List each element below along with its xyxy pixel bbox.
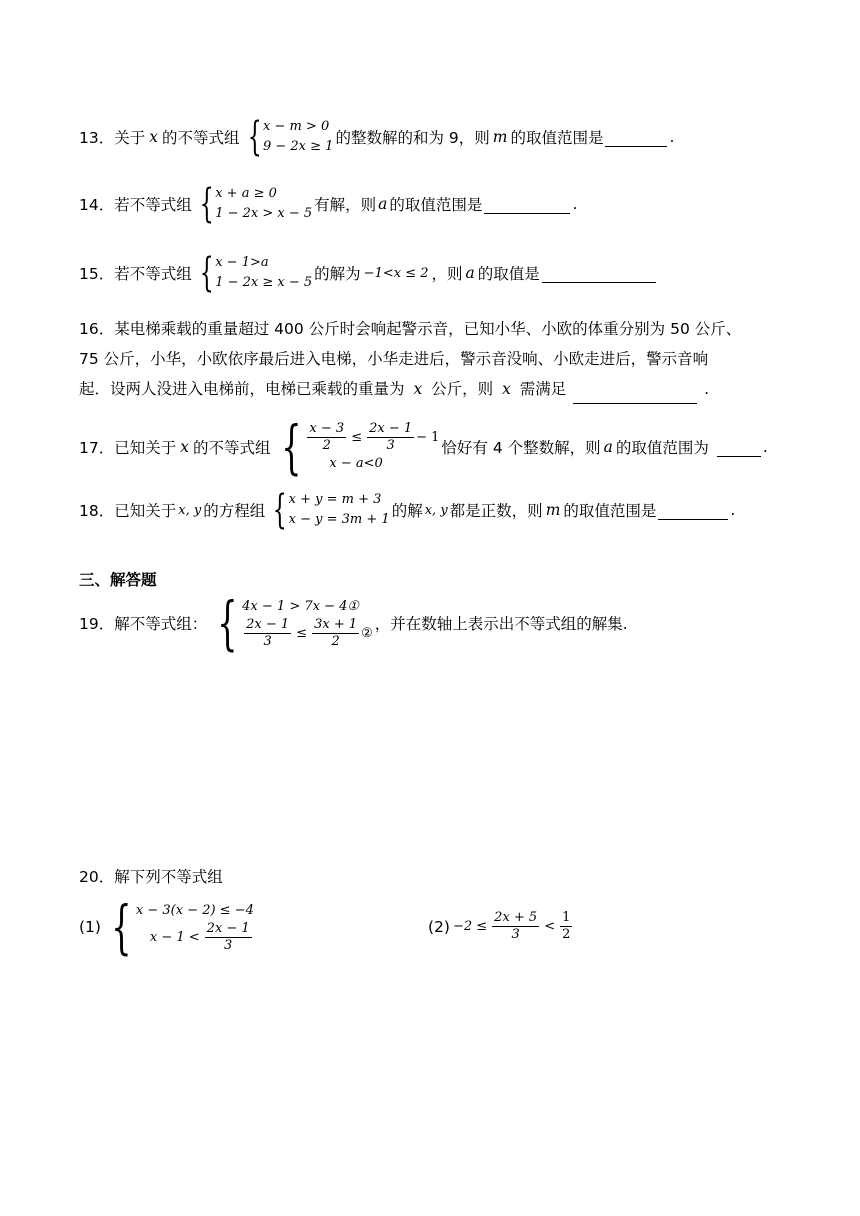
brace-icon: { (280, 413, 302, 481)
question-20-part2: (2) −2 ≤ $\frac{2x + 5}{3}$ < $\frac{1}{2}$ (428, 910, 571, 942)
question-16: 16．某电梯乘载的重量超过 400 公斤时会响起警示音，已知小华、小欧的体重分别为 50 公斤、 75 公斤，小华，小欧依序最后进入电梯，小华走进后，警示音没响、小欧走进后，警示音响 起．设两人没进入电梯前，电梯已乘载的重量为 x 公斤，则 x 需满足 . (79, 314, 789, 404)
answer-blank[interactable] (717, 438, 761, 457)
question-20-part1: (1) { x − 3(x − 2) ≤ −4 x − 1 < $\frac{2x - 1}{3}$ (79, 893, 254, 961)
question-19: 19． 解不等式组： { 4x − 1 > 7x − 4① $\frac{2x - 1}{3}$ ≤ $\frac{3x + 1}{2}$ ② ，并在数轴上表示出不等式组的解集. (79, 589, 628, 657)
question-13: 13． 关于 x 的不等式组 { x − m > 0 9 − 2x ≥ 1 的整数解的和为 9，则 m 的取值范围是 . (79, 114, 675, 160)
q15-system: { x − 1>a 1 − 2x ≥ x − 5 (199, 250, 313, 296)
q17-system: { $\frac{x - 3}{2}$ ≤ $\frac{2x - 1}{3}$ − 1 x − a<0 (280, 413, 440, 481)
brace-icon: { (217, 589, 238, 657)
question-18: 18． 已知关于 x, y 的方程组 { x + y = m + 3 x − y = 3m + 1 的解 x, y 都是正数，则 m 的取值范围是 . (79, 487, 736, 533)
answer-blank[interactable] (573, 385, 697, 404)
answer-blank[interactable] (658, 501, 728, 520)
q18-system: { x + y = m + 3 x − y = 3m + 1 (272, 487, 390, 533)
question-14: 14． 若不等式组 { x + a ≥ 0 1 − 2x > x − 5 有解，则 a 的取值范围是 . (79, 181, 578, 227)
answer-blank[interactable] (542, 264, 656, 283)
question-20-title: 20．解下列不等式组 (79, 868, 223, 886)
brace-icon: { (199, 250, 214, 296)
answer-blank[interactable] (484, 195, 570, 214)
brace-icon: { (111, 893, 132, 961)
question-15: 15． 若不等式组 { x − 1>a 1 − 2x ≥ x − 5 的解为 −1<x ≤ 2 ，则 a 的取值是 (79, 253, 658, 293)
brace-icon: { (199, 181, 214, 227)
section-heading: 三、解答题 (79, 571, 157, 589)
brace-icon: { (247, 114, 262, 160)
question-17: 17． 已知关于 x 的不等式组 { $\frac{x - 3}{2}$ ≤ $\frac{2x - 1}{3}$ − 1 x − a<0 恰好有 4 个整数解，则 a 的取值范围为 . (79, 413, 768, 481)
q13-number: 13． (79, 129, 115, 147)
answer-blank[interactable] (605, 128, 667, 147)
brace-icon: { (272, 487, 287, 533)
q13-system: { x − m > 0 9 − 2x ≥ 1 (247, 114, 334, 160)
q19-system: { 4x − 1 > 7x − 4① $\frac{2x - 1}{3}$ ≤ $\frac{3x + 1}{2}$ ② (217, 589, 373, 657)
q14-system: { x + a ≥ 0 1 − 2x > x − 5 (199, 181, 313, 227)
